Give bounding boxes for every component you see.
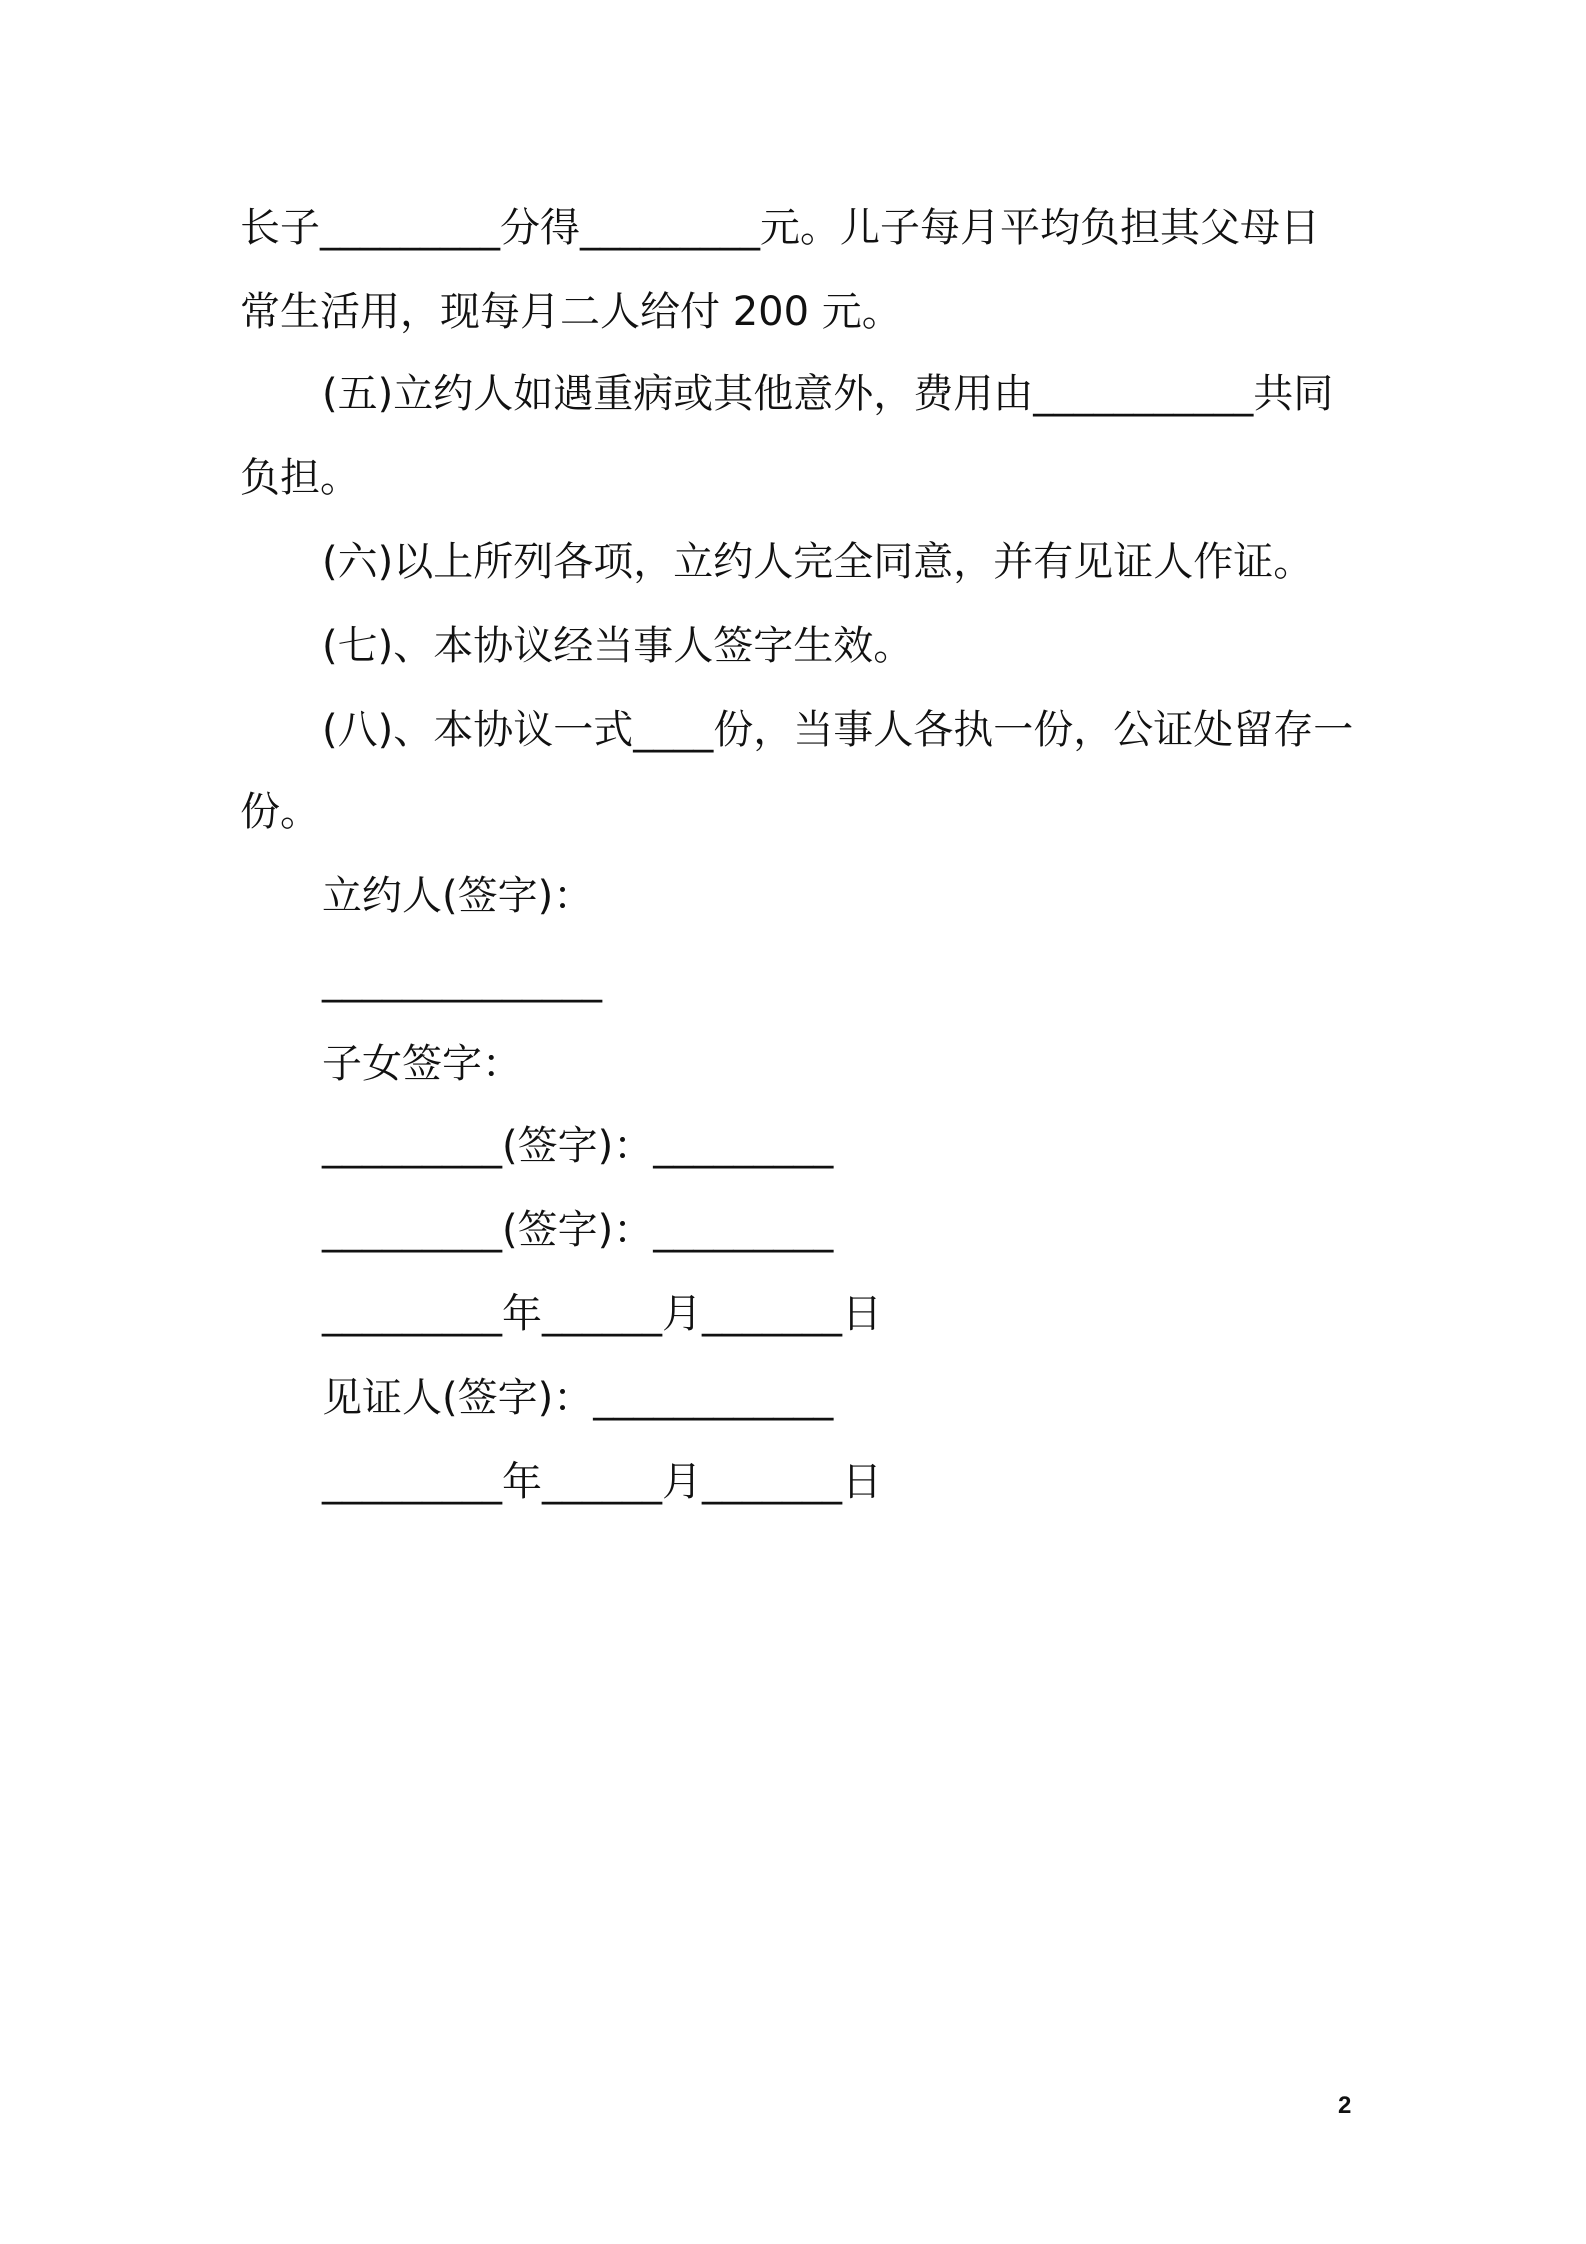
signer-label: 立约人(签字)： — [322, 873, 594, 919]
clause-eight-line-2: 份。 — [240, 789, 320, 835]
child-signature-line-2: _________(签字)：_________ — [322, 1207, 834, 1253]
clause-five-line-2: 负担。 — [240, 455, 360, 501]
children-signature-label: 子女签字： — [322, 1041, 522, 1087]
clause-eight-line-1: (八)、本协议一式____份，当事人各执一份，公证处留存一 — [322, 707, 1354, 753]
date-line-1: _________年______月_______日 — [322, 1291, 882, 1337]
witness-signature-line: 见证人(签字)：____________ — [322, 1375, 834, 1421]
clause-five-line-1: (五)立约人如遇重病或其他意外，费用由___________共同 — [322, 371, 1334, 417]
text-line-inheritance-share: 长子_________分得_________元。儿子每月平均负担其父母日 — [240, 205, 1320, 251]
text-line-monthly-payment: 常生活用，现每月二人给付 200 元。 — [240, 289, 902, 335]
page-number: 2 — [1338, 2092, 1352, 2119]
child-signature-line-1: _________(签字)：_________ — [322, 1123, 834, 1169]
date-line-2: _________年______月_______日 — [322, 1459, 882, 1505]
signer-blank: ______________ — [322, 957, 602, 1003]
clause-six: (六)以上所列各项，立约人完全同意，并有见证人作证。 — [322, 539, 1314, 585]
clause-seven: (七)、本协议经当事人签字生效。 — [322, 623, 914, 669]
